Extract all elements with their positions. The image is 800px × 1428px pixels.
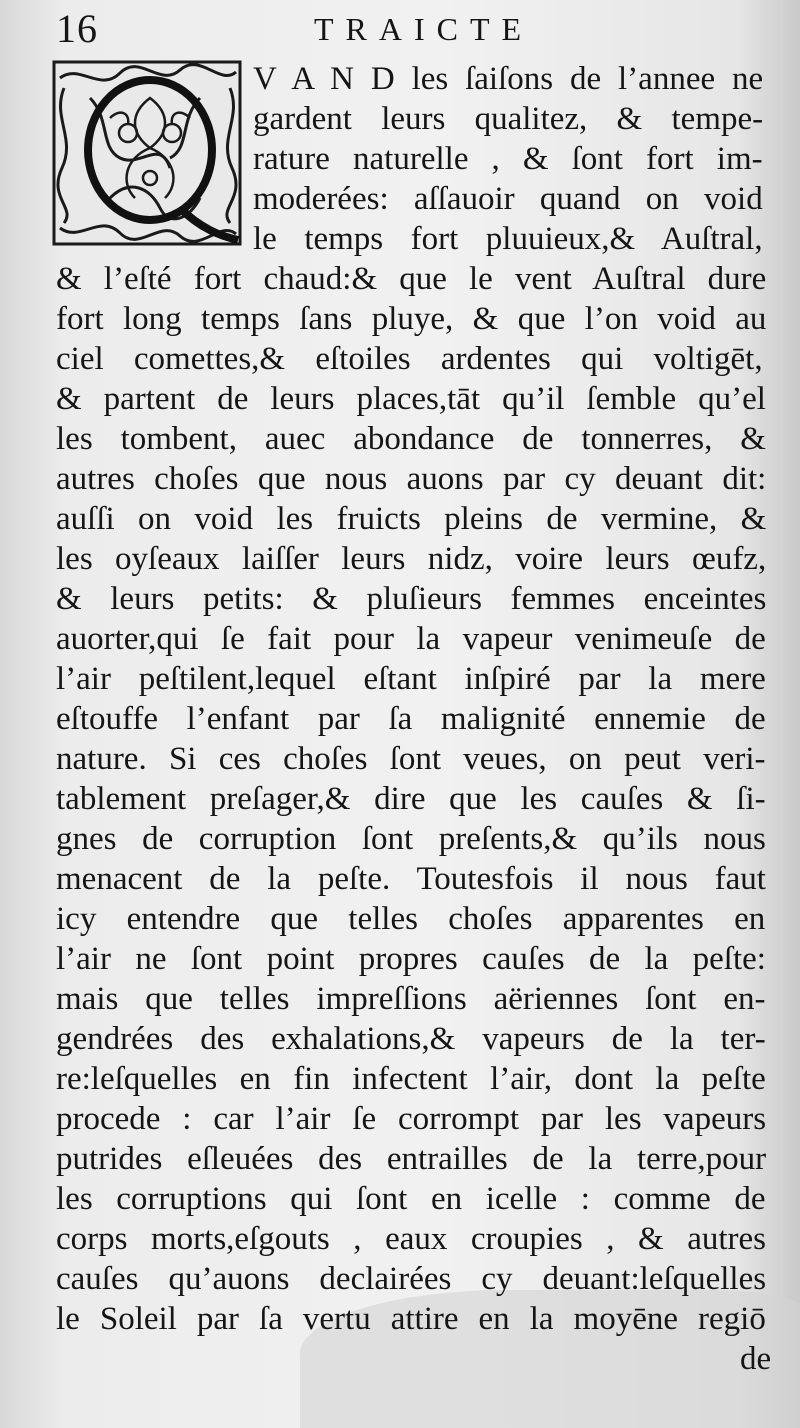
- running-title: TRAICTE: [314, 11, 534, 47]
- text-line: corps morts,eſgouts , eaux croupies , & autres: [56, 1221, 767, 1257]
- text-line: les corruptions qui ſont en icelle : comme de: [56, 1181, 766, 1217]
- text-line: rature naturelle , & ſont fort im-: [253, 141, 763, 177]
- text-line: le Soleil par ſa vertu attire en la moyēne regiō: [56, 1301, 766, 1337]
- text-line: & partent de leurs places,tāt qu’il ſemble qu’el: [56, 381, 766, 417]
- text-line: ciel comettes,& eſtoiles ardentes qui voltigēt,: [56, 341, 763, 377]
- text-line: procede : car l’air ſe corrompt par les vapeurs: [56, 1101, 767, 1137]
- text-line: auorter,qui ſe fait pour la vapeur venimeuſe de: [56, 621, 766, 657]
- text-line: l’air peſtilent,lequel eſtant inſpiré par la mere: [56, 661, 766, 697]
- page-header: [56, 6, 756, 52]
- text-line: nature. Si ces choſes ſont veues, on peut veri-: [56, 741, 766, 777]
- ornamental-initial-q-icon: [50, 58, 244, 248]
- text-line: moderées: aſſauoir quand on void: [253, 181, 763, 217]
- text-line: & l’eſté fort chaud:& que le vent Auſtral dure: [56, 261, 767, 297]
- text-line: autres choſes que nous auons par cy deuant dit:: [56, 461, 767, 497]
- catchword: de: [740, 1341, 772, 1377]
- text-line: gendrées des exhalations,& vapeurs de la ter-: [56, 1021, 766, 1057]
- text-line: gnes de corruption ſont preſents,& qu’ils nous: [56, 821, 766, 857]
- text-line: auſſi on void les fruicts pleins de vermine, &: [56, 501, 767, 537]
- text-line: les oyſeaux laiſſer leurs nidz, voire leurs œufz,: [56, 541, 767, 577]
- text-line: putrides eſleuées des entrailles de la terre,pour: [56, 1141, 767, 1177]
- text-line: le temps fort pluuieux,& Auſtral,: [253, 221, 763, 257]
- text-line: les tombent, auec abondance de tonnerres, &: [56, 421, 766, 457]
- text-line: l’air ne ſont point propres cauſes de la peſte:: [56, 941, 766, 977]
- text-line: gardent leurs qualitez, & tempe-: [253, 101, 764, 137]
- page-number: 16: [56, 6, 98, 51]
- text-line: mais que telles impreſſions aëriennes ſont en-: [56, 981, 766, 1017]
- text-line: fort long temps ſans pluye, & que l’on void au: [56, 301, 767, 337]
- text-line: tablement preſager,& dire que les cauſes & ſi-: [56, 781, 766, 817]
- text-line: cauſes qu’auons declairées cy deuant:leſquelles: [56, 1261, 767, 1297]
- text-line: & leurs petits: & pluſieurs femmes enceintes: [56, 581, 767, 617]
- text-line: V A N D les ſaiſons de l’annee ne: [253, 61, 764, 97]
- text-line: eſtouffe l’enfant par ſa malignité ennemie de: [56, 701, 766, 737]
- text-line: menacent de la peſte. Toutesfois il nous faut: [56, 861, 766, 897]
- text-line: re:leſquelles en fin infectent l’air, dont la peſte: [56, 1061, 766, 1097]
- text-line: icy entendre que telles choſes apparentes en: [56, 901, 766, 937]
